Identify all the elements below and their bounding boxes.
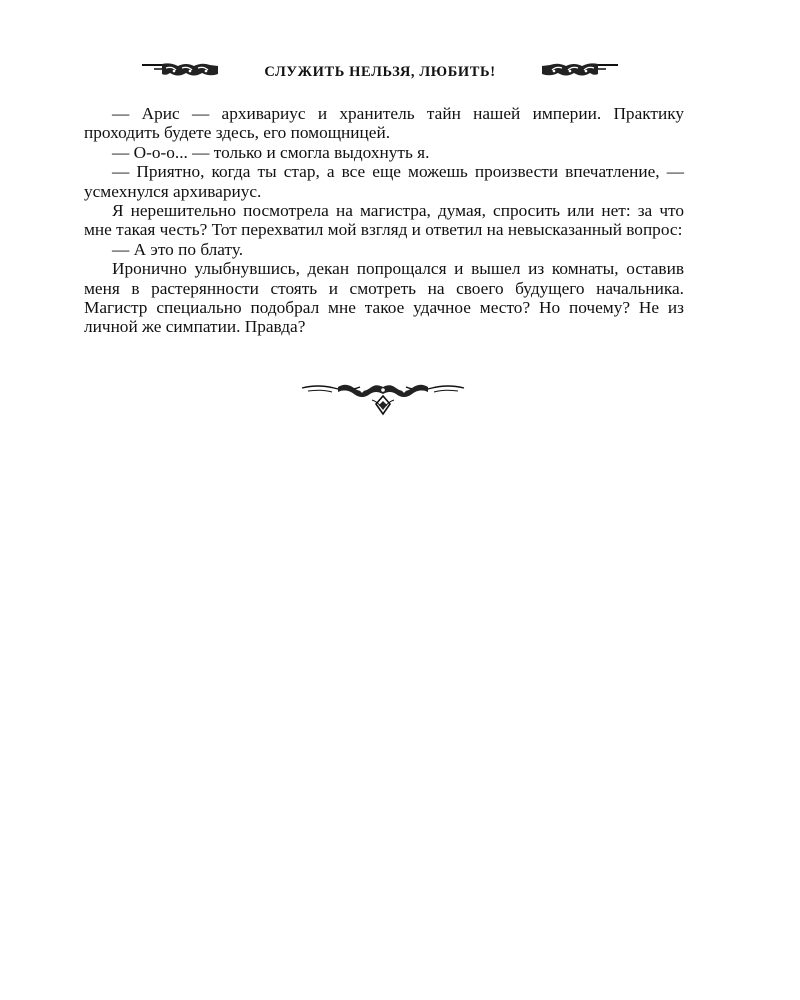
paragraph: — А это по блату.: [112, 239, 244, 259]
running-title: СЛУЖИТЬ НЕЛЬЗЯ, ЛЮБИТЬ!: [264, 64, 496, 80]
paragraph: — Арис — архивариус и хранитель тайн нашей империи. Практику проходить будете здесь, его помощницей.: [84, 104, 684, 143]
paragraph: Иронично улыбнувшись, декан попрощался и вышел из комнаты, оставив меня в растерянности стоять и смотреть на своего будущего начальника. Магистр специально подобрал мне такое удачное место? Но почему? Не из личной же симпатии. Правда?: [84, 259, 684, 337]
paragraph: — Приятно, когда ты стар, а все еще можешь произвести впечатление, — усмехнулся архивариус.: [84, 162, 684, 201]
body-text: [84, 104, 684, 337]
header-ornament-left-icon: [140, 60, 222, 82]
page-header: [140, 60, 620, 86]
header-ornament-right-icon: [538, 60, 620, 82]
paragraph: — О-о-о... — только и смогла выдохнуть я.: [112, 142, 430, 162]
paragraph: Я нерешительно посмотрела на магистра, думая, спросить или нет: за что мне такая честь? Тот перехватил мой взгляд и ответил на невысказанный вопрос:: [84, 201, 684, 240]
end-ornament-icon: [298, 380, 468, 420]
